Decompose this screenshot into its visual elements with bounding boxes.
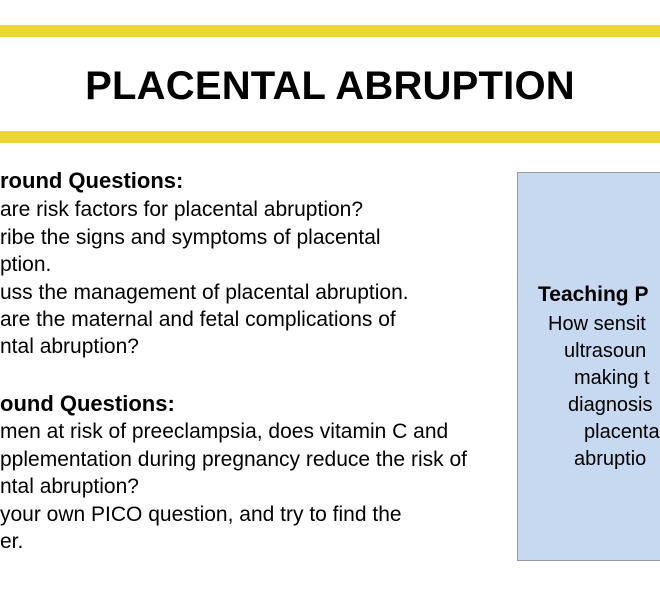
foreground-question-line: your own PICO question, and try to find the bbox=[0, 503, 402, 526]
background-question-line: ntal abruption? bbox=[0, 335, 139, 358]
teaching-point-line: making t bbox=[574, 367, 650, 389]
background-question-line: are the maternal and fetal complications of bbox=[0, 308, 396, 331]
foreground-questions-heading: ound Questions: bbox=[0, 391, 175, 416]
teaching-point-line: diagnosis bbox=[568, 394, 653, 416]
background-question-line: are risk factors for placental abruption? bbox=[0, 198, 364, 221]
teaching-point-box bbox=[517, 172, 660, 561]
teaching-point-heading: Teaching P bbox=[538, 283, 649, 306]
foreground-question-line: pplementation during pregnancy reduce the risk of bbox=[0, 448, 467, 471]
foreground-question-line: ntal abruption? bbox=[0, 475, 139, 498]
teaching-point-line: ultrasoun bbox=[564, 340, 647, 362]
teaching-point-line: How sensit bbox=[548, 313, 646, 335]
background-question-line: ribe the signs and symptoms of placental bbox=[0, 226, 381, 249]
foreground-question-line: er. bbox=[0, 530, 24, 553]
teaching-point-line: abruptio bbox=[574, 448, 647, 470]
top-accent-bar bbox=[0, 25, 660, 37]
background-question-line: uss the management of placental abruption. bbox=[0, 281, 409, 304]
teaching-point-line: placenta bbox=[584, 421, 660, 443]
foreground-question-line: men at risk of preeclampsia, does vitamin C and bbox=[0, 420, 449, 443]
background-question-line: ption. bbox=[0, 253, 52, 276]
bottom-accent-bar bbox=[0, 131, 660, 143]
background-questions-heading: round Questions: bbox=[0, 168, 184, 193]
slide-title: PLACENTAL ABRUPTION bbox=[85, 64, 575, 108]
